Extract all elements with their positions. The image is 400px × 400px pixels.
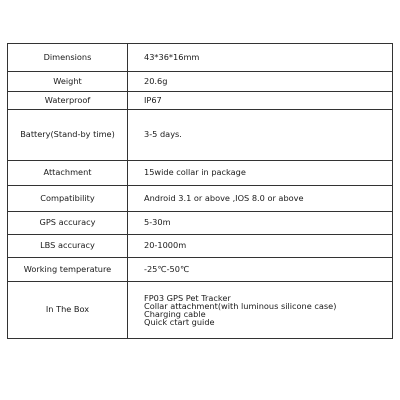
spec-row-battery: [8, 110, 393, 161]
spec-value: 20-1000m: [128, 235, 393, 258]
spec-value: -25℃-50℃: [128, 258, 393, 282]
spec-label: In The Box: [8, 282, 128, 339]
spec-value: Android 3.1 or above ,IOS 8.0 or above: [128, 186, 393, 212]
spec-value: IP67: [128, 92, 393, 110]
specifications-table: [7, 43, 393, 339]
spec-label: LBS accuracy: [8, 235, 128, 258]
spec-row-waterproof: [8, 92, 393, 110]
spec-label: GPS accuracy: [8, 212, 128, 235]
spec-row-lbs-accuracy: [8, 235, 393, 258]
in-the-box-list: [128, 282, 393, 339]
spec-row-weight: [8, 72, 393, 92]
box-item: Charging cable: [144, 309, 206, 319]
box-item: FP03 GPS Pet Tracker: [144, 292, 231, 303]
spec-label: Battery(Stand-by time): [8, 110, 128, 161]
spec-label: Dimensions: [8, 44, 128, 72]
spec-label: Attachment: [8, 161, 128, 186]
spec-value: 43*36*16mm: [128, 44, 393, 72]
spec-row-working-temperature: [8, 258, 393, 282]
spec-row-compatibility: [8, 186, 393, 212]
spec-value: 3-5 days.: [128, 110, 393, 161]
spec-row-in-the-box: [8, 282, 393, 339]
spec-label: Waterproof: [8, 92, 128, 110]
spec-row-dimensions: [8, 44, 393, 72]
spec-value: 5-30m: [128, 212, 393, 235]
spec-row-attachment: [8, 161, 393, 186]
spec-value: 20.6g: [128, 72, 393, 92]
spec-row-gps-accuracy: [8, 212, 393, 235]
spec-label: Compatibility: [8, 186, 128, 212]
spec-label: Working temperature: [8, 258, 128, 282]
box-item: Collar attachment(with luminous silicone case): [144, 300, 337, 311]
box-item: Quick ctart guide: [144, 317, 215, 328]
spec-label: Weight: [8, 72, 128, 92]
spec-value: 15wide collar in package: [128, 161, 393, 186]
